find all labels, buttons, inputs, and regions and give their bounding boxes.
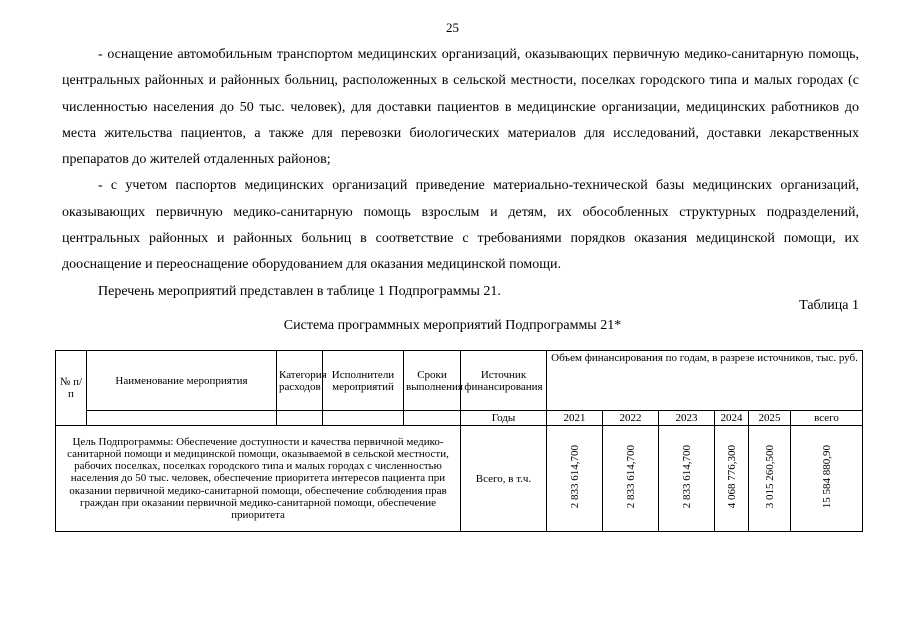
empty-cell	[277, 411, 323, 426]
page-number: 25	[446, 20, 459, 35]
value-2025: 3 015 260,500	[763, 445, 776, 509]
paragraph-transport: - оснащение автомобильным транспортом медицинских организаций, оказывающих первичную медико-санитарную помощь, центральных районных и районных больниц, расположенных в сельской местности, поселках городского типа и малых городах (с численностью населения до 50 тыс. человек), для доставки пациентов в медицинские организации, медицинских работников до места жительства пациентов, а также для перевозки биологических материалов для исследований, доставки лекарственных препаратов до жителей отдаленных районов;	[62, 47, 859, 168]
empty-cell	[87, 411, 277, 426]
value-2021: 2 833 614,700	[568, 445, 581, 509]
value-cell	[603, 426, 659, 532]
value-cell	[749, 426, 791, 532]
year-header: всего	[791, 411, 863, 426]
value-cell	[715, 426, 749, 532]
year-header: 2022	[603, 411, 659, 426]
empty-cell	[404, 411, 461, 426]
year-header: 2024	[715, 411, 749, 426]
value-2024: 4 068 776,300	[725, 445, 738, 509]
paragraph-equipment: - с учетом паспортов медицинских организаций приведение материально-технической базы медицинских организаций, оказывающих первичную медико-санитарную помощь взрослым и детям, их обособленных структурных подразделений, центральных районных и районных больниц в соответствие с требованиями порядков оказания медицинской помощи, их дооснащение и переоснащение оборудованием для оказания медицинской помощи.	[62, 178, 859, 273]
table-title: Система программных мероприятий Подпрограммы 21*	[283, 318, 622, 333]
years-label: Годы	[461, 411, 547, 426]
year-header: 2025	[749, 411, 791, 426]
value-cell	[791, 426, 863, 532]
header-category: Категория расходов	[277, 351, 323, 411]
year-header: 2023	[659, 411, 715, 426]
header-num: № п/п	[56, 351, 87, 426]
header-source: Источник финансирования	[461, 351, 547, 411]
value-cell	[659, 426, 715, 532]
header-funding: Объем финансирования по годам, в разрезе источников, тыс. руб.	[547, 351, 863, 411]
goal-source: Всего, в т.ч.	[461, 426, 547, 532]
value-cell	[547, 426, 603, 532]
year-header: 2021	[547, 411, 603, 426]
header-executors: Исполнители мероприятий	[323, 351, 404, 411]
table-label: Таблица 1	[799, 298, 859, 313]
header-terms: Сроки выполнения	[404, 351, 461, 411]
goal-text: Цель Подпрограммы: Обеспечение доступности и качества первичной медико-санитарной помощи и медицинской помощи, оказываемой в сельской местности, рабочих поселках, поселках городского типа и малых городах с численностью населения до 50 тыс. человек, обеспечение приоритета интересов пациента при оказании первичной медико-санитарной помощи, обеспечение соблюдения прав граждан при оказании первичной медико-санитарной помощи, обеспечение приоритета	[56, 426, 461, 532]
header-name: Наименование мероприятия	[87, 351, 277, 411]
paragraph-table-reference: Перечень мероприятий представлен в таблице 1 Подпрограммы 21.	[98, 283, 501, 299]
value-total: 15 584 880,90	[820, 445, 833, 509]
program-table	[55, 350, 863, 532]
value-2022: 2 833 614,700	[624, 445, 637, 509]
body-text	[62, 42, 859, 305]
value-2023: 2 833 614,700	[680, 445, 693, 509]
empty-cell	[323, 411, 404, 426]
